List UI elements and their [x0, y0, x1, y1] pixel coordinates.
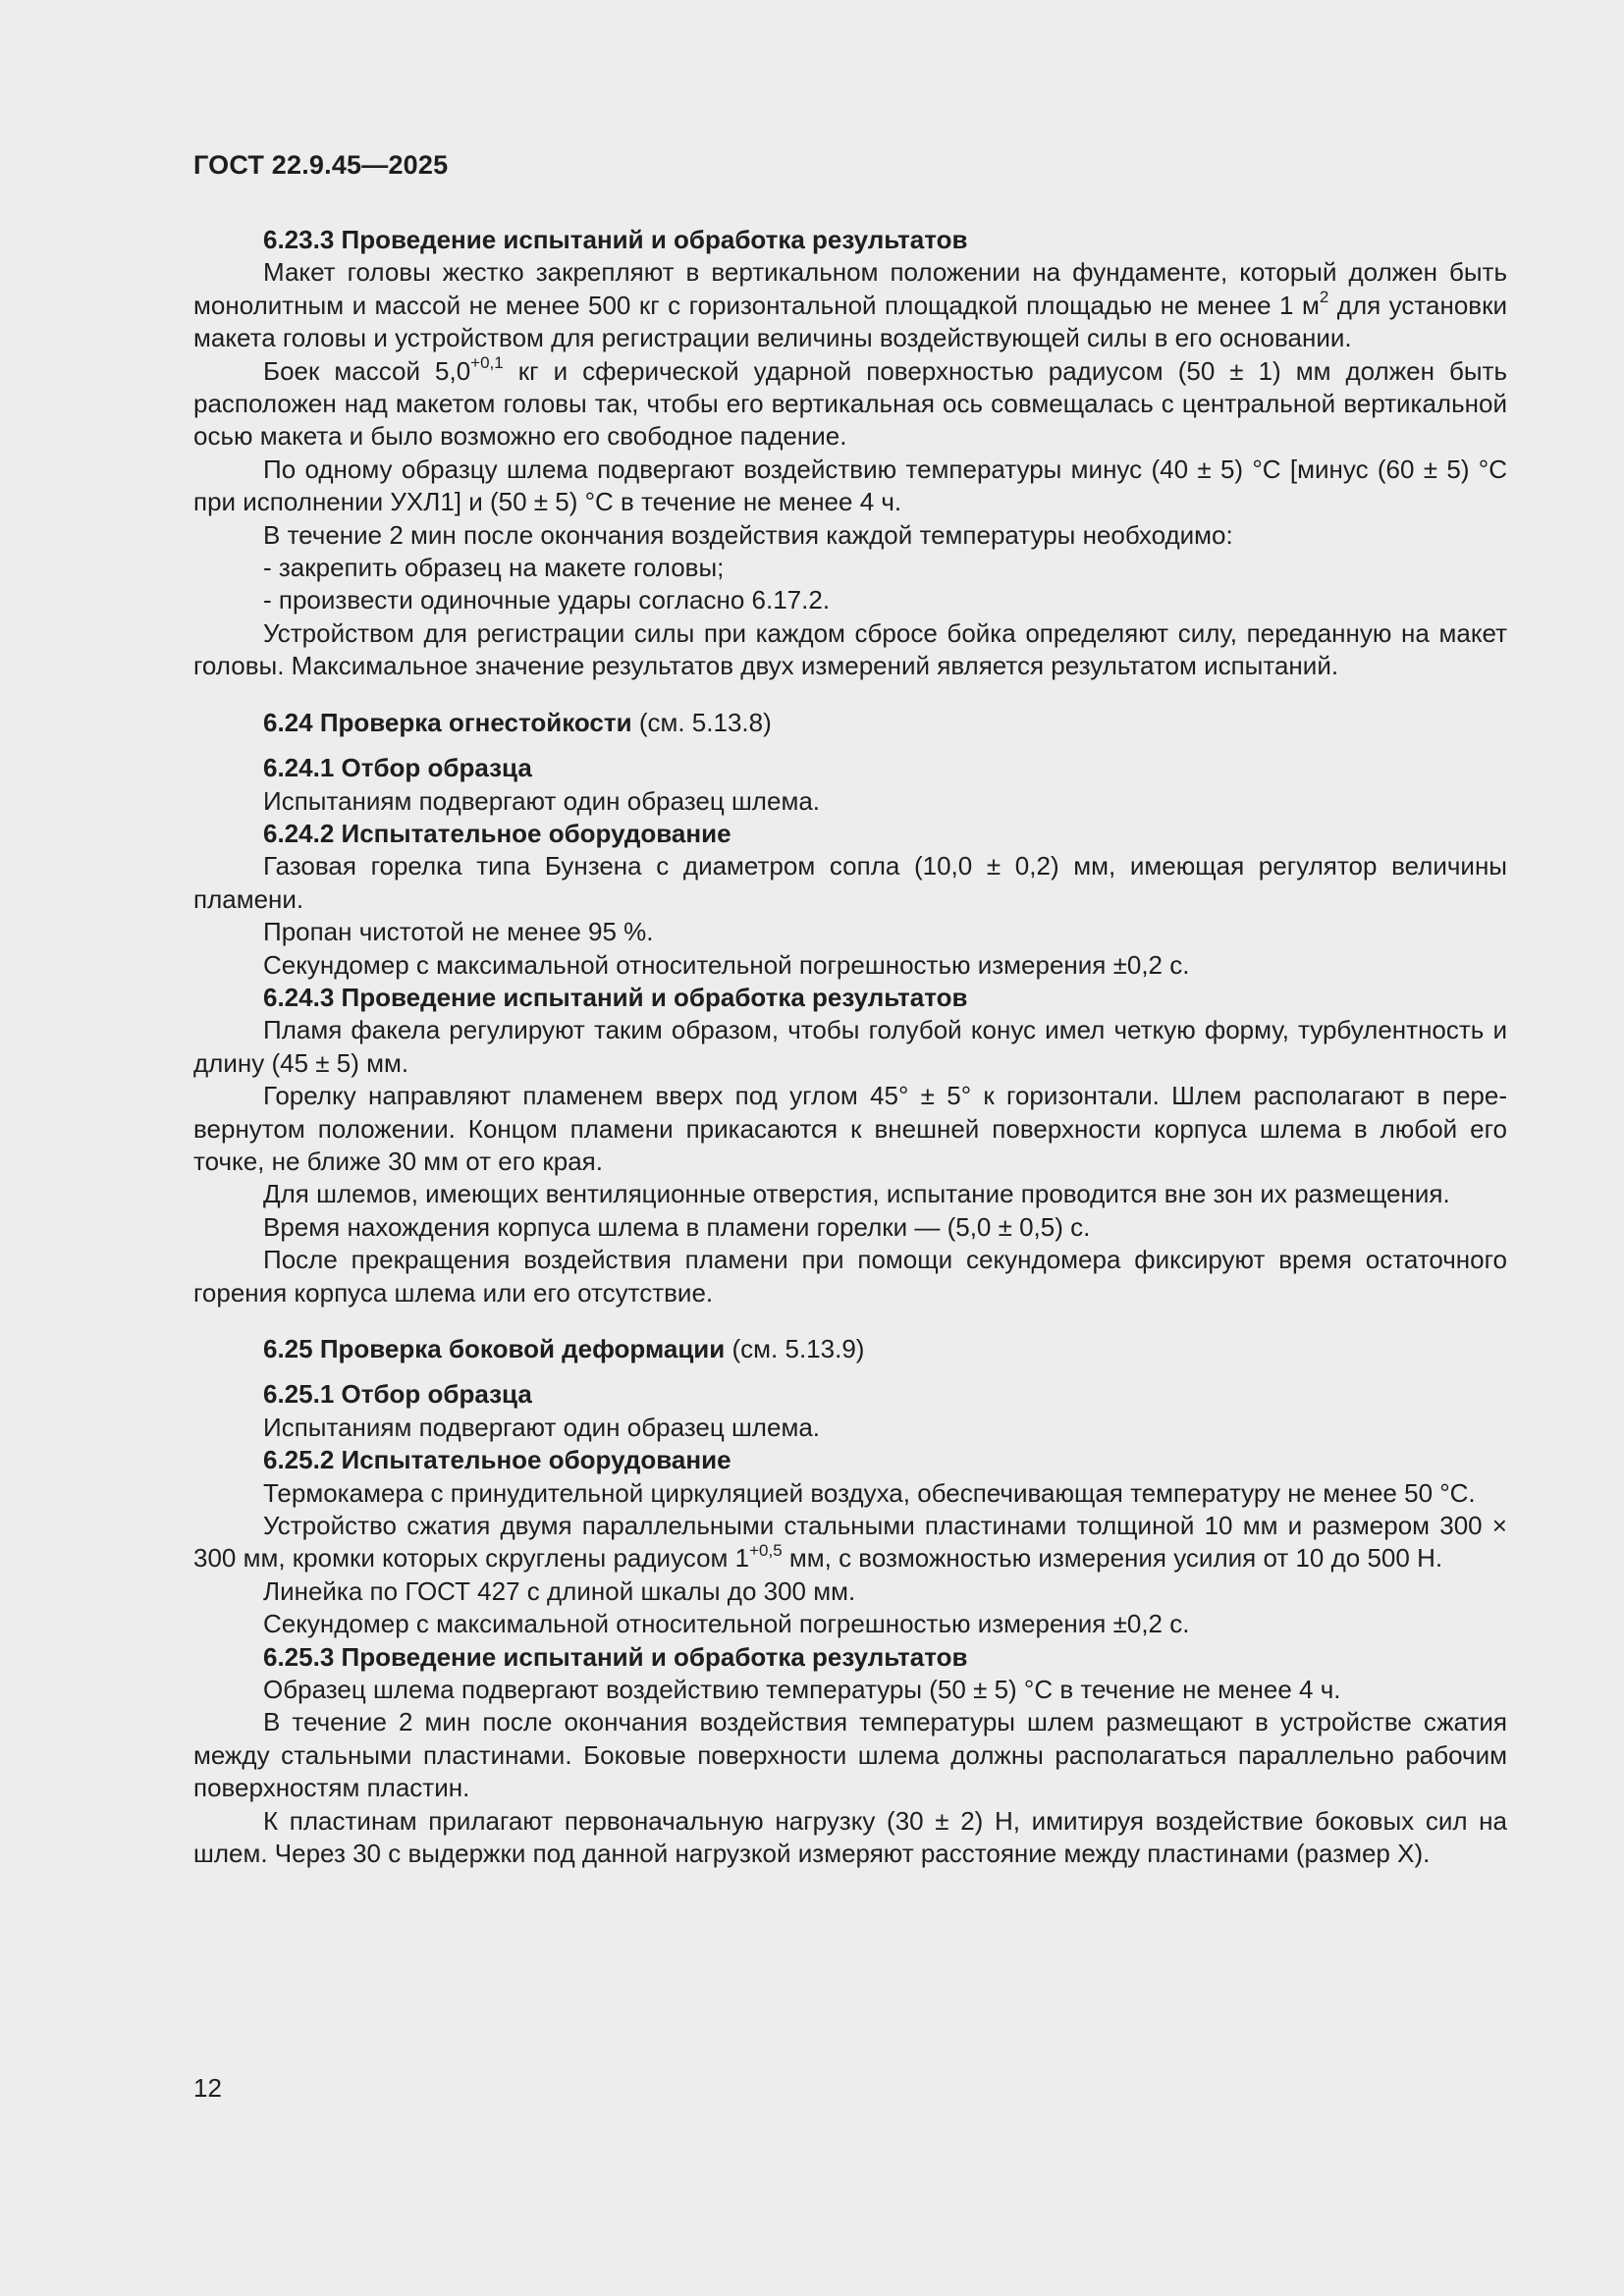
- paragraph: Секундомер с максимальной относительной погрешностью измерения ±0,2 с.: [263, 1609, 1190, 1639]
- document-header: ГОСТ 22.9.45—2025: [193, 150, 449, 180]
- subsection-heading-6-25-2: 6.25.2 Испытательное оборудование: [263, 1445, 731, 1475]
- page-number: 12: [193, 2073, 222, 2103]
- paragraph: Термокамера с принудительной циркуляцией воздуха, обеспечивающая температуру не менее 50 °С.: [263, 1477, 1476, 1508]
- subsection-heading-6-24-1: 6.24.1 Отбор образца: [263, 753, 532, 783]
- section-heading-6-25: 6.25 Проверка боковой деформации (см. 5.13.9): [263, 1334, 865, 1363]
- paragraph: Пропан чистотой не менее 95 %.: [263, 917, 654, 947]
- paragraph: Устройством для регистрации силы при каждом сбросе бойка определяют силу, переданную на макет головы. Максимальное значение результатов двух измерений является результатом испытаний.: [193, 617, 1507, 681]
- paragraph: Макет головы жестко закрепляют в вертикальном положении на фундаменте, который должен быть монолитным и массой не менее 500 кг с горизонтальной площадкой площадью не менее 1 $м^2$ для установки макета головы и устройством для регистрации величины воздействующей силы в его основании.: [193, 257, 1507, 353]
- paragraph: Секундомер с максимальной относительной погрешностью измерения ±0,2 с.: [263, 949, 1190, 980]
- paragraph: Пламя факела регулируют таким образом, чтобы голубой конус имел четкую форму, турбулентность и длину (45 ± 5) мм.: [193, 1015, 1507, 1078]
- paragraph: Для шлемов, имеющих вентиляционные отверстия, испытание проводится вне зон их размещения.: [263, 1179, 1450, 1209]
- paragraph: Боек массой $5,0^{+0,1}$ кг и сферической ударной поверхностью радиусом (50 ± 1) мм должен быть расположен над макетом головы так, чтобы его вертикальная ось совмещалась с центральной вертикальной осью макета и было возможно его свободное падение.: [193, 352, 1507, 452]
- paragraph: Линейка по ГОСТ 427 с длиной шкалы до 300 мм.: [263, 1575, 856, 1606]
- section-heading-6-23-3: 6.23.3 Проведение испытаний и обработка результатов: [263, 225, 968, 254]
- list-item: - произвести одиночные удары согласно 6.17.2.: [263, 585, 831, 615]
- subsection-heading-6-25-3: 6.25.3 Проведение испытаний и обработка результатов: [263, 1641, 968, 1672]
- paragraph: Образец шлема подвергают воздействию температуры (50 ± 5) °С в течение не менее 4 ч.: [263, 1675, 1341, 1705]
- subsection-heading-6-24-2: 6.24.2 Испытательное оборудование: [263, 818, 731, 848]
- paragraph: В течение 2 мин после окончания воздействия температуры шлем размещают в устройстве сжатия между стальными пластинами. Боковые поверхности шлема должны располагаться параллельно рабочим поверхностям пластин.: [193, 1707, 1507, 1803]
- paragraph: К пластинам прилагают первоначальную нагрузку (30 ± 2) Н, имитируя воздействие боковых сил на шлем. Через 30 с выдержки под данной нагрузкой измеряют расстояние между пластинами (размер Х).: [193, 1805, 1507, 1869]
- document-body: [193, 224, 1507, 1871]
- paragraph: Время нахождения корпуса шлема в пламени горелки — (5,0 ± 0,5) с.: [263, 1211, 1091, 1242]
- paragraph: Испытаниям подвергают один образец шлема.: [263, 1412, 820, 1442]
- paragraph: Газовая горелка типа Бунзена с диаметром сопла (10,0 ± 0,2) мм, имеющая регулятор величины пламени.: [193, 851, 1507, 914]
- paragraph: Горелку направляют пламенем вверх под углом 45° ± 5° к горизонтали. Шлем располагают в перевернутом положении. Концом пламени прикасаются к внешней поверхности корпуса шлема в любой его точке, не ближе 30 мм от его края.: [193, 1081, 1507, 1176]
- list-item: - закрепить образец на макете головы;: [263, 553, 725, 583]
- paragraph: Устройство сжатия двумя параллельными стальными пластинами толщиной 10 мм и размером 300 × 300 мм, кромки которых скруглены радиусом $1^{+0,5}$ мм, с возможностью измерения усилия от 10 до 500 Н.: [193, 1511, 1507, 1574]
- subsection-heading-6-25-1: 6.25.1 Отбор образца: [263, 1379, 532, 1410]
- paragraph: По одному образцу шлема подвергают воздействию температуры минус (40 ± 5) °С [минус (60 ± 5) °С при исполнении УХЛ1] и (50 ± 5) °С в течение не менее 4 ч.: [193, 454, 1507, 517]
- section-heading-6-24: 6.24 Проверка огнестойкости (см. 5.13.8): [263, 707, 772, 737]
- paragraph: В течение 2 мин после окончания воздействия каждой температуры необходимо:: [263, 519, 1233, 550]
- paragraph: Испытаниям подвергают один образец шлема.: [263, 785, 820, 816]
- paragraph: После прекращения воздействия пламени при помощи секундомера фиксируют время остаточного горения корпуса шлема или его отсутствие.: [193, 1245, 1507, 1308]
- subsection-heading-6-24-3: 6.24.3 Проведение испытаний и обработка результатов: [263, 982, 968, 1012]
